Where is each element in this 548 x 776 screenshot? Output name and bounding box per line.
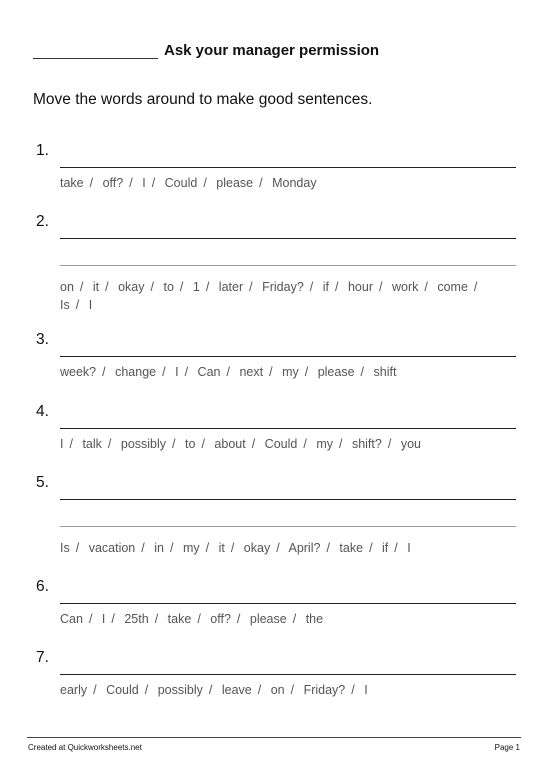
word-chip: work bbox=[391, 280, 419, 294]
answer-line[interactable] bbox=[60, 167, 516, 168]
word-chip: Could bbox=[106, 683, 139, 697]
word-bank bbox=[60, 363, 500, 381]
word-separator: / bbox=[309, 280, 314, 294]
question-number: 2. bbox=[36, 213, 49, 230]
word-chip: April? bbox=[288, 541, 321, 555]
word-chip: take bbox=[167, 612, 192, 626]
question-number: 7. bbox=[36, 649, 49, 666]
name-blank-line bbox=[33, 58, 158, 59]
word-bank bbox=[60, 539, 500, 557]
word-chip: on bbox=[270, 683, 285, 697]
word-separator: / bbox=[394, 541, 398, 555]
word-separator: / bbox=[269, 365, 273, 379]
word-separator: / bbox=[230, 541, 235, 555]
word-separator: / bbox=[172, 437, 176, 451]
word-chip: talk bbox=[82, 437, 102, 451]
word-chip: early bbox=[60, 683, 88, 697]
word-chip: hour bbox=[347, 280, 373, 294]
word-chip: vacation bbox=[88, 541, 136, 555]
word-chip: Can bbox=[197, 365, 221, 379]
word-chip: leave bbox=[221, 683, 252, 697]
question-number: 4. bbox=[36, 403, 49, 420]
answer-line[interactable] bbox=[60, 238, 516, 239]
word-separator: / bbox=[169, 541, 174, 555]
word-chip: the bbox=[305, 612, 324, 626]
word-chip: to bbox=[185, 437, 196, 451]
word-chip: I bbox=[175, 365, 179, 379]
word-chip: if bbox=[382, 541, 389, 555]
word-separator: / bbox=[226, 365, 230, 379]
word-chip: Could bbox=[164, 176, 198, 190]
word-chip: my bbox=[182, 541, 200, 555]
word-bank bbox=[60, 278, 500, 314]
word-chip: on bbox=[60, 280, 74, 294]
word-separator: / bbox=[251, 437, 256, 451]
word-chip: okay bbox=[243, 541, 271, 555]
word-separator: / bbox=[184, 365, 189, 379]
word-chip: Is bbox=[60, 541, 70, 555]
word-separator: / bbox=[179, 280, 184, 294]
word-separator: / bbox=[326, 541, 330, 555]
word-separator: / bbox=[208, 683, 213, 697]
question-number: 6. bbox=[36, 578, 49, 595]
word-chip: my bbox=[282, 365, 299, 379]
word-separator: / bbox=[276, 541, 280, 555]
word-chip: in bbox=[154, 541, 164, 555]
word-separator: / bbox=[144, 683, 149, 697]
word-chip: Can bbox=[60, 612, 83, 626]
word-separator: / bbox=[154, 612, 159, 626]
footer-credit: Created at Quickworksheets.net bbox=[28, 743, 142, 752]
word-separator: / bbox=[75, 541, 80, 555]
word-chip: possibly bbox=[157, 683, 203, 697]
answer-line[interactable] bbox=[60, 428, 516, 429]
word-bank bbox=[60, 174, 500, 192]
word-chip: change bbox=[115, 365, 157, 379]
word-separator: / bbox=[129, 176, 133, 190]
word-chip: 1 bbox=[192, 280, 200, 294]
word-separator: / bbox=[203, 176, 207, 190]
answer-line[interactable] bbox=[60, 499, 516, 500]
word-chip: I bbox=[142, 176, 146, 190]
word-chip: take bbox=[60, 176, 84, 190]
word-chip: Could bbox=[264, 437, 298, 451]
word-chip: to bbox=[163, 280, 174, 294]
word-chip: I bbox=[364, 683, 368, 697]
word-bank bbox=[60, 610, 500, 628]
word-separator: / bbox=[150, 280, 154, 294]
word-separator: / bbox=[75, 298, 80, 312]
word-chip: it bbox=[218, 541, 225, 555]
answer-line[interactable] bbox=[60, 674, 516, 675]
word-separator: / bbox=[205, 541, 210, 555]
word-chip: come bbox=[437, 280, 468, 294]
word-separator: / bbox=[102, 365, 106, 379]
word-separator: / bbox=[259, 176, 263, 190]
word-separator: / bbox=[292, 612, 297, 626]
answer-line[interactable] bbox=[60, 603, 516, 604]
word-separator: / bbox=[107, 437, 112, 451]
word-separator: / bbox=[69, 437, 73, 451]
word-separator: / bbox=[335, 280, 339, 294]
answer-line[interactable] bbox=[60, 265, 516, 266]
word-separator: / bbox=[424, 280, 428, 294]
answer-line[interactable] bbox=[60, 526, 516, 527]
word-chip: Is bbox=[60, 298, 70, 312]
word-chip: later bbox=[218, 280, 244, 294]
word-chip: please bbox=[249, 612, 287, 626]
word-chip: please bbox=[216, 176, 254, 190]
word-chip: it bbox=[92, 280, 100, 294]
word-chip: off? bbox=[210, 612, 231, 626]
word-separator: / bbox=[257, 683, 262, 697]
word-chip: I bbox=[60, 437, 64, 451]
word-chip: I bbox=[88, 298, 93, 312]
word-chip: possibly bbox=[120, 437, 167, 451]
word-chip: shift? bbox=[351, 437, 382, 451]
word-chip: next bbox=[239, 365, 264, 379]
word-separator: / bbox=[141, 541, 145, 555]
word-chip: if bbox=[322, 280, 329, 294]
word-separator: / bbox=[369, 541, 373, 555]
word-chip: my bbox=[316, 437, 333, 451]
word-separator: / bbox=[303, 437, 307, 451]
word-chip: take bbox=[339, 541, 364, 555]
word-separator: / bbox=[351, 683, 355, 697]
word-separator: / bbox=[89, 176, 94, 190]
word-chip: please bbox=[317, 365, 355, 379]
word-chip: off? bbox=[102, 176, 124, 190]
word-chip: 25th bbox=[124, 612, 149, 626]
word-bank bbox=[60, 681, 500, 699]
word-separator: / bbox=[379, 280, 383, 294]
word-separator: / bbox=[338, 437, 343, 451]
word-separator: / bbox=[205, 280, 210, 294]
instructions: Move the words around to make good sentences. bbox=[33, 91, 373, 108]
word-chip: Friday? bbox=[262, 280, 304, 294]
word-chip: about bbox=[214, 437, 246, 451]
footer-divider bbox=[27, 737, 521, 738]
word-separator: / bbox=[88, 612, 93, 626]
word-bank bbox=[60, 435, 500, 453]
page-number: Page 1 bbox=[494, 743, 520, 752]
word-separator: / bbox=[197, 612, 201, 626]
word-separator: / bbox=[93, 683, 97, 697]
word-separator: / bbox=[290, 683, 295, 697]
question-number: 5. bbox=[36, 474, 49, 491]
word-chip: okay bbox=[118, 280, 145, 294]
word-separator: / bbox=[304, 365, 309, 379]
word-separator: / bbox=[111, 612, 115, 626]
word-separator: / bbox=[473, 280, 478, 294]
word-chip: shift bbox=[373, 365, 397, 379]
word-separator: / bbox=[360, 365, 365, 379]
question-number: 1. bbox=[36, 142, 49, 159]
word-separator: / bbox=[236, 612, 241, 626]
worksheet-title: Ask your manager permission bbox=[164, 42, 380, 59]
word-separator: / bbox=[105, 280, 109, 294]
word-chip: I bbox=[101, 612, 106, 626]
word-chip: Monday bbox=[272, 176, 317, 190]
word-chip: Friday? bbox=[303, 683, 346, 697]
word-chip: I bbox=[407, 541, 411, 555]
word-chip: week? bbox=[60, 365, 97, 379]
question-number: 3. bbox=[36, 331, 49, 348]
word-separator: / bbox=[151, 176, 156, 190]
word-separator: / bbox=[249, 280, 253, 294]
word-separator: / bbox=[201, 437, 205, 451]
word-separator: / bbox=[387, 437, 392, 451]
word-separator: / bbox=[162, 365, 166, 379]
word-separator: / bbox=[79, 280, 84, 294]
answer-line[interactable] bbox=[60, 356, 516, 357]
word-chip: you bbox=[400, 437, 421, 451]
